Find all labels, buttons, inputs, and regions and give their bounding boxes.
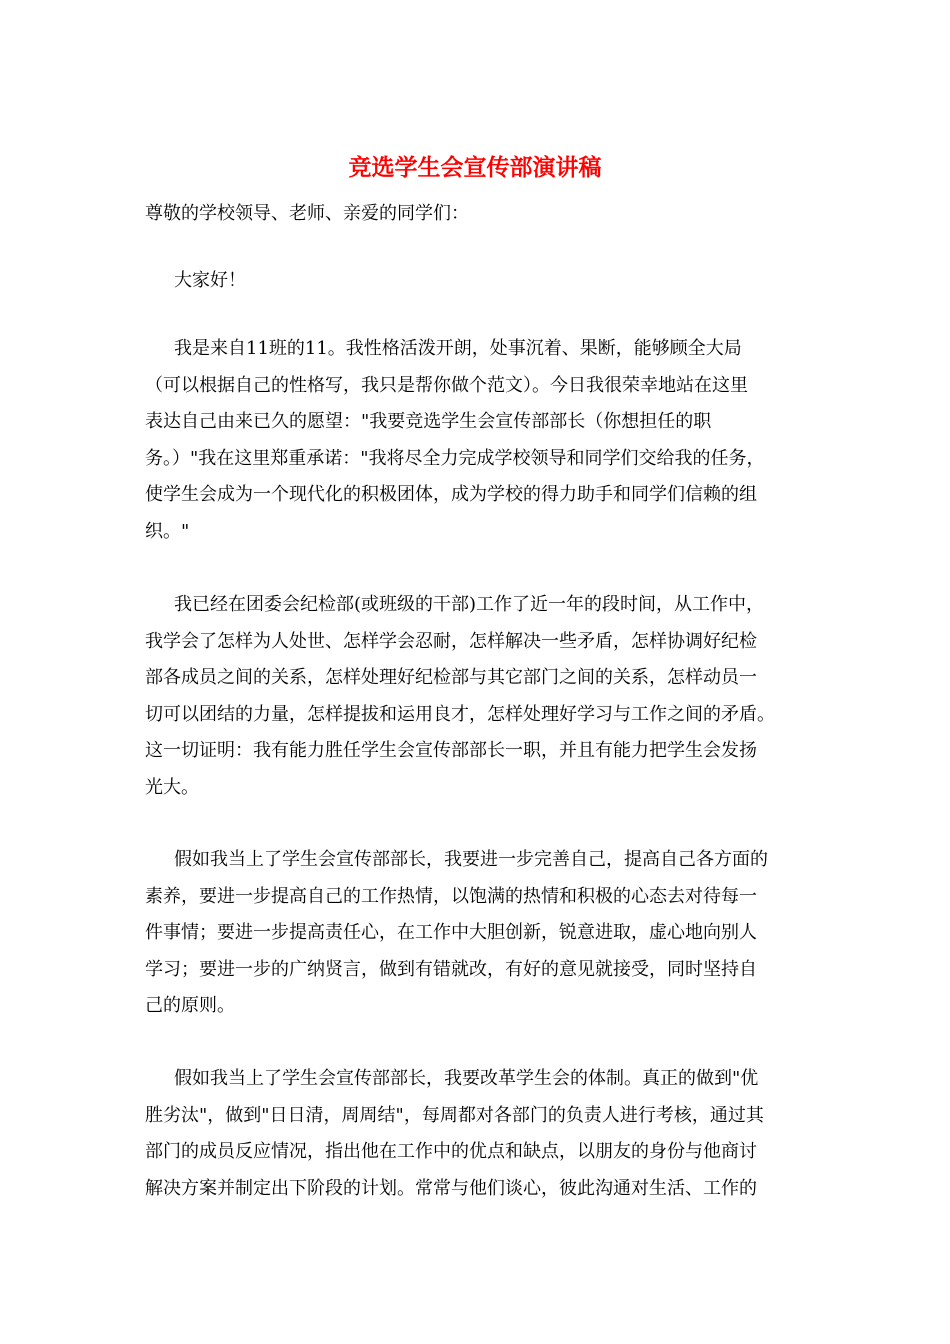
paragraph-line: 表达自己由来已久的愿望："我要竞选学生会宣传部部长（你想担任的职	[145, 411, 712, 433]
paragraph-line: 解决方案并制定出下阶段的计划。常常与他们谈心，彼此沟通对生活、工作的	[145, 1177, 757, 1199]
paragraph-line: 我已经在团委会纪检部(或班级的干部)工作了近一年的段时间，从工作中，	[174, 594, 765, 615]
paragraph-line: 务。）"我在这里郑重承诺："我将尽全力完成学校领导和同学们交给我的任务，	[145, 447, 765, 469]
paragraph-line: 我学会了怎样为人处世、怎样学会忍耐，怎样解决一些矛盾，怎样协调好纪检	[145, 630, 757, 652]
paragraph-4	[145, 1061, 805, 1207]
salutation	[145, 196, 805, 233]
document-title: 竞选学生会宣传部演讲稿	[348, 154, 602, 181]
paragraph-line: 我是来自11班的11。我性格活泼开朗，处事沉着、果断，能够顾全大局	[174, 338, 742, 359]
paragraph-line: 切可以团结的力量，怎样提拔和运用良才，怎样处理好学习与工作之间的矛盾。	[145, 703, 775, 725]
paragraph-line: 这一切证明：我有能力胜任学生会宣传部部长一职，并且有能力把学生会发扬	[145, 740, 757, 762]
paragraph-line: 胜劣汰"，做到"日日清，周周结"，每周都对各部门的负责人进行考核，通过其	[145, 1104, 764, 1126]
salutation-line: 尊敬的学校领导、老师、亲爱的同学们：	[145, 203, 469, 224]
paragraph-line: 学习；要进一步的广纳贤言，做到有错就改，有好的意见就接受，同时坚持自	[145, 958, 757, 980]
paragraph-line: （可以根据自己的性格写，我只是帮你做个范文）。今日我很荣幸地站在这里	[145, 374, 748, 396]
paragraph-2	[145, 587, 805, 807]
greeting-line: 大家好！	[174, 270, 246, 291]
paragraph-line: 件事情；要进一步提高责任心，在工作中大胆创新，锐意进取，虚心地向别人	[145, 922, 757, 944]
paragraph-line: 部各成员之间的关系，怎样处理好纪检部与其它部门之间的关系，怎样动员一	[145, 667, 757, 689]
paragraph-line: 织。"	[145, 520, 190, 542]
paragraph-line: 假如我当上了学生会宣传部部长，我要改革学生会的体制。真正的做到"优	[174, 1068, 759, 1089]
paragraph-line: 己的原则。	[145, 995, 235, 1017]
greeting	[145, 263, 805, 300]
paragraph-3	[145, 842, 805, 1025]
paragraph-line: 部门的成员反应情况，指出他在工作中的优点和缺点，以朋友的身份与他商讨	[145, 1141, 757, 1163]
paragraph-line: 素养，要进一步提高自己的工作热情，以饱满的热情和积极的心态去对待每一	[145, 885, 757, 907]
paragraph-1	[145, 331, 805, 551]
paragraph-line: 假如我当上了学生会宣传部部长，我要进一步完善自己，提高自己各方面的	[174, 849, 768, 870]
paragraph-line: 使学生会成为一个现代化的积极团体，成为学校的得力助手和同学们信赖的组	[145, 484, 757, 506]
paragraph-line: 光大。	[145, 776, 199, 798]
